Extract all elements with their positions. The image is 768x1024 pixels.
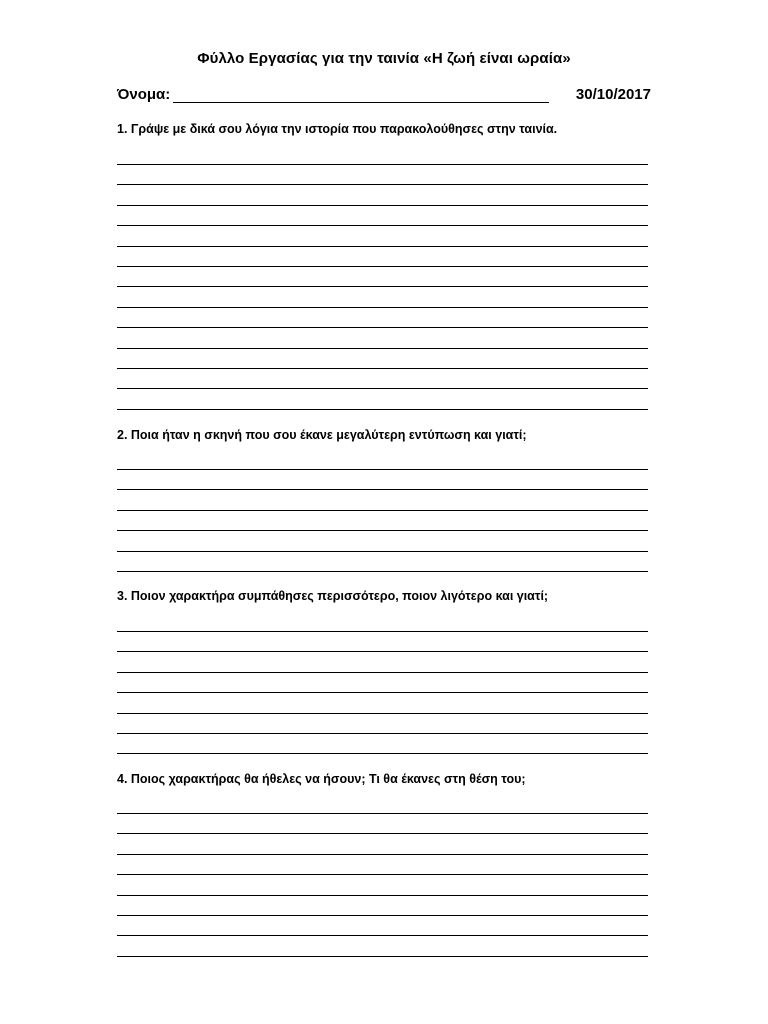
answer-line[interactable] bbox=[117, 246, 648, 247]
answer-line[interactable] bbox=[117, 833, 648, 834]
answer-line[interactable] bbox=[117, 935, 648, 936]
answer-line[interactable] bbox=[117, 813, 648, 814]
answer-line[interactable] bbox=[117, 327, 648, 328]
answer-line[interactable] bbox=[117, 631, 648, 632]
answer-line[interactable] bbox=[117, 307, 648, 308]
answer-line[interactable] bbox=[117, 672, 648, 673]
question-3: 3. Ποιον χαρακτήρα συμπάθησες περισσότερο, ποιον λιγότερο και γιατί; bbox=[117, 589, 549, 603]
answer-line[interactable] bbox=[117, 692, 648, 693]
question-2: 2. Ποια ήταν η σκηνή που σου έκανε μεγαλύτερη εντύπωση και γιατί; bbox=[117, 428, 527, 442]
answer-line[interactable] bbox=[117, 184, 648, 185]
answer-line[interactable] bbox=[117, 489, 648, 490]
answer-line[interactable] bbox=[117, 956, 648, 957]
name-field-line[interactable] bbox=[173, 102, 549, 103]
header-row bbox=[117, 86, 651, 108]
answer-line[interactable] bbox=[117, 915, 648, 916]
name-label: Όνομα: bbox=[117, 86, 171, 103]
answer-line[interactable] bbox=[117, 651, 648, 652]
answer-line[interactable] bbox=[117, 286, 648, 287]
answer-line[interactable] bbox=[117, 388, 648, 389]
answer-line[interactable] bbox=[117, 510, 648, 511]
answer-line[interactable] bbox=[117, 753, 648, 754]
answer-line[interactable] bbox=[117, 530, 648, 531]
answer-line[interactable] bbox=[117, 854, 648, 855]
answer-line[interactable] bbox=[117, 733, 648, 734]
answer-line[interactable] bbox=[117, 266, 648, 267]
answer-line[interactable] bbox=[117, 164, 648, 165]
worksheet-title: Φύλλο Εργασίας για την ταινία «Η ζωή είναι ωραία» bbox=[197, 50, 571, 67]
worksheet-date: 30/10/2017 bbox=[575, 86, 651, 103]
answer-line[interactable] bbox=[117, 469, 648, 470]
answer-line[interactable] bbox=[117, 225, 648, 226]
answer-line[interactable] bbox=[117, 874, 648, 875]
question-1: 1. Γράψε με δικά σου λόγια την ιστορία που παρακολούθησες στην ταινία. bbox=[117, 122, 558, 136]
answer-line[interactable] bbox=[117, 409, 648, 410]
answer-line[interactable] bbox=[117, 205, 648, 206]
answer-line[interactable] bbox=[117, 348, 648, 349]
answer-line[interactable] bbox=[117, 551, 648, 552]
answer-line[interactable] bbox=[117, 895, 648, 896]
answer-line[interactable] bbox=[117, 713, 648, 714]
answer-line[interactable] bbox=[117, 571, 648, 572]
question-4: 4. Ποιος χαρακτήρας θα ήθελες να ήσουν; Τι θα έκανες στη θέση του; bbox=[117, 772, 526, 786]
answer-line[interactable] bbox=[117, 368, 648, 369]
